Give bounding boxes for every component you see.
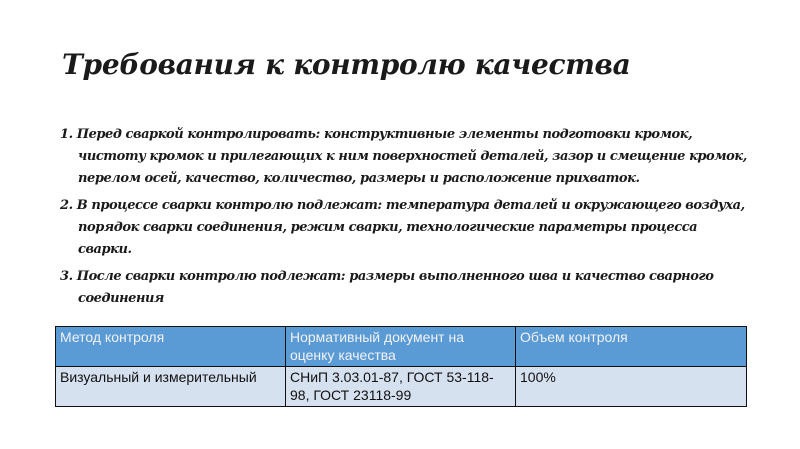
cell-control-scope: 100% (516, 367, 747, 407)
requirement-item-2 (60, 195, 750, 261)
requirement-number: 2. (60, 198, 73, 213)
header-normative-document: Нормативный документ на оценку качества (286, 327, 516, 367)
requirements-list (60, 124, 750, 315)
cell-control-method: Визуальный и измерительный (56, 367, 286, 407)
requirement-item-3 (60, 266, 750, 310)
requirement-number: 3. (60, 269, 73, 284)
cell-normative-document: СНиП 3.03.01-87, ГОСТ 53-118-98, ГОСТ 23118-99 (286, 367, 516, 407)
quality-control-table (55, 326, 747, 407)
requirement-number: 1. (60, 127, 73, 142)
table-row (56, 367, 747, 407)
requirement-item-1 (60, 124, 750, 190)
header-control-method: Метод контроля (56, 327, 286, 367)
slide-title: Требования к контролю качества (62, 48, 631, 81)
requirement-text: В процессе сварки контролю подлежат: температура деталей и окружающего воздуха, порядок сварки соединения, режим сварки, технологические параметры процесса сварки. (76, 198, 745, 257)
requirement-text: Перед сваркой контролировать: конструктивные элементы подготовки кромок, чистоту кромок и прилегающих к ним поверхностей деталей, зазор и смещение кромок, перелом осей, качество, количество, размеры и расположение прихваток. (76, 127, 747, 186)
table-header-row (56, 327, 747, 367)
header-control-scope: Объем контроля (516, 327, 747, 367)
requirement-text: После сварки контролю подлежат: размеры выполненного шва и качество сварного соединения (76, 269, 714, 306)
